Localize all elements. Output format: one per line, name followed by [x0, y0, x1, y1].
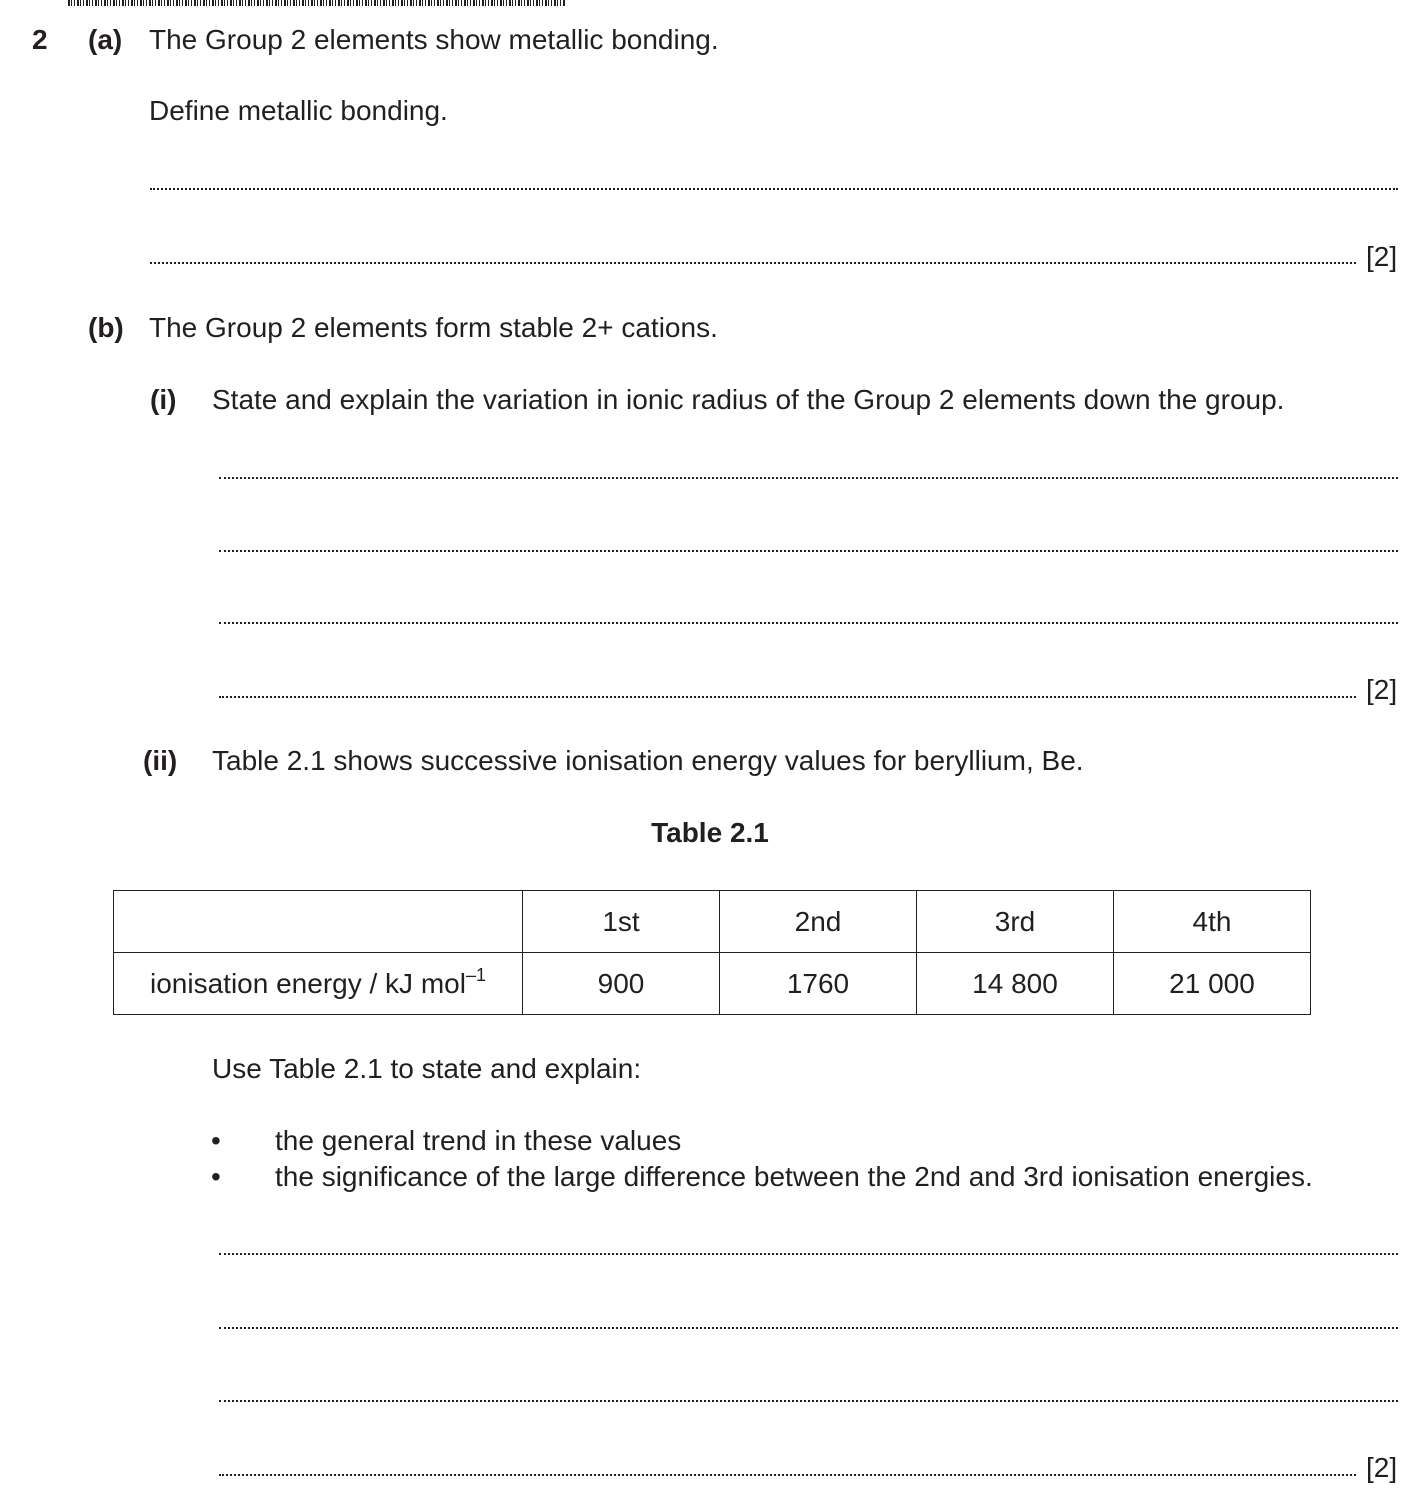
row-label-superscript: –1: [465, 964, 486, 985]
bullet-text: the significance of the large difference between the 2nd and 3rd ionisation energies.: [275, 1161, 1313, 1192]
bullet-text: the general trend in these values: [275, 1125, 682, 1156]
table-title: Table 2.1: [651, 817, 769, 848]
table-cell: 900: [523, 953, 720, 1015]
part-a-statement: The Group 2 elements show metallic bonding.: [149, 24, 719, 55]
table-header-cell: 3rd: [917, 891, 1114, 953]
row-label-text: ionisation energy / kJ mol: [150, 967, 466, 999]
sub-ii-instruction: Use Table 2.1 to state and explain:: [212, 1053, 642, 1084]
ionisation-energy-table: [113, 890, 1311, 1015]
table-row-label: [114, 953, 523, 1015]
table-row: [114, 953, 1311, 1015]
table-header-cell: 1st: [523, 891, 720, 953]
page-barcode: [68, 0, 566, 6]
bullet-icon: •: [211, 1161, 221, 1192]
sub-ii-marks: [2]: [1366, 1452, 1398, 1483]
answer-line-i-4[interactable]: [219, 696, 1356, 698]
answer-line-ii-1[interactable]: [219, 1253, 1398, 1255]
answer-line-ii-3[interactable]: [219, 1400, 1398, 1402]
table-header-cell: [114, 891, 523, 953]
sub-i-label: (i): [150, 384, 177, 415]
answer-line-i-3[interactable]: [219, 622, 1398, 624]
part-b-label: (b): [88, 312, 124, 343]
answer-line-ii-4[interactable]: [219, 1474, 1356, 1476]
answer-line-ii-2[interactable]: [219, 1327, 1398, 1329]
table-header-cell: 4th: [1114, 891, 1311, 953]
sub-i-text: State and explain the variation in ionic radius of the Group 2 elements down the group.: [212, 384, 1285, 415]
table-cell: 14 800: [917, 953, 1114, 1015]
table-cell: 21 000: [1114, 953, 1311, 1015]
sub-ii-label: (ii): [143, 745, 178, 776]
table-cell: 1760: [720, 953, 917, 1015]
answer-line-a-1[interactable]: [150, 188, 1398, 190]
question-number: 2: [32, 24, 48, 55]
part-a-instruction: Define metallic bonding.: [149, 95, 448, 126]
answer-line-i-2[interactable]: [219, 550, 1398, 552]
part-a-marks: [2]: [1366, 241, 1398, 272]
table-header-row: [114, 891, 1311, 953]
sub-ii-text: Table 2.1 shows successive ionisation energy values for beryllium, Be.: [212, 745, 1084, 776]
table-header-cell: 2nd: [720, 891, 917, 953]
answer-line-i-1[interactable]: [219, 477, 1398, 479]
answer-line-a-2[interactable]: [150, 262, 1356, 264]
part-b-statement: The Group 2 elements form stable 2+ cations.: [149, 312, 718, 343]
bullet-icon: •: [211, 1125, 221, 1156]
part-a-label: (a): [88, 24, 123, 55]
sub-i-marks: [2]: [1366, 674, 1398, 705]
